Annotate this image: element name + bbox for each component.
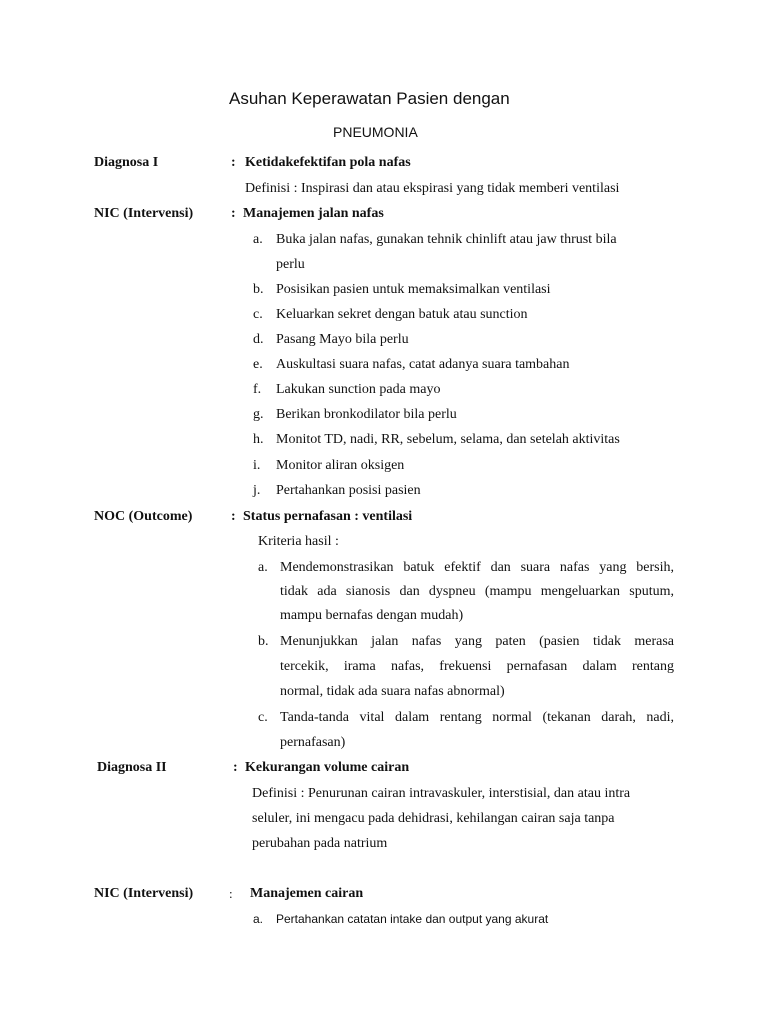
list-item-marker: h. xyxy=(253,432,264,447)
noc-1-label: NOC (Outcome) xyxy=(94,509,193,524)
list-item-marker: g. xyxy=(253,407,264,422)
diagnosis-1-colon: : xyxy=(231,155,236,170)
list-item-marker: c. xyxy=(258,710,268,725)
list-item-text: perlu xyxy=(276,257,305,272)
list-item-text: Mendemonstrasikan batuk efektif dan suara nafas yang bersih, xyxy=(280,560,674,575)
list-item-text: Monitor aliran oksigen xyxy=(276,458,405,473)
list-item-text: Menunjukkan jalan nafas yang paten (pasien tidak merasa xyxy=(280,634,674,649)
list-item-marker: b. xyxy=(258,634,269,649)
list-item-text: Lakukan sunction pada mayo xyxy=(276,382,441,397)
list-item-marker: a. xyxy=(258,560,268,575)
list-item-text: normal, tidak ada suara nafas abnormal) xyxy=(280,684,505,699)
list-item-text: Auskultasi suara nafas, catat adanya suara tambahan xyxy=(276,357,570,372)
list-item-text: Tanda-tanda vital dalam rentang normal (tekanan darah, nadi, xyxy=(280,710,674,725)
diagnosis-2-definition: seluler, ini mengacu pada dehidrasi, kehilangan cairan saja tanpa xyxy=(252,811,615,826)
nic-1-colon: : xyxy=(231,206,236,221)
list-item-marker: a. xyxy=(253,232,263,247)
list-item-text: Pasang Mayo bila perlu xyxy=(276,332,409,347)
diagnosis-2-definition: Definisi : Penurunan cairan intravaskuler, interstisial, dan atau intra xyxy=(252,786,631,801)
noc-1-heading: Status pernafasan : ventilasi xyxy=(243,509,413,524)
list-item-text: tercekik, irama nafas, frekuensi pernafasan dalam rentang xyxy=(280,659,674,674)
list-item-marker: j. xyxy=(253,483,261,498)
list-item-text: mampu bernafas dengan mudah) xyxy=(280,608,464,623)
diagnosis-1-label: Diagnosa I xyxy=(94,155,159,170)
list-item-text: Pertahankan posisi pasien xyxy=(276,483,421,498)
document-title: Asuhan Keperawatan Pasien dengan xyxy=(229,89,510,108)
list-item-text: Posisikan pasien untuk memaksimalkan ventilasi xyxy=(276,282,551,297)
diagnosis-2-heading: Kekurangan volume cairan xyxy=(245,760,410,775)
nic-1-heading: Manajemen jalan nafas xyxy=(243,206,384,221)
list-item-text: tidak ada sianosis dan dyspneu (mampu mengeluarkan sputum, xyxy=(280,584,674,599)
list-item-text: Pertahankan catatan intake dan output yang akurat xyxy=(276,912,549,926)
list-item-text: Buka jalan nafas, gunakan tehnik chinlift atau jaw thrust bila xyxy=(276,232,617,247)
list-item-marker: b. xyxy=(253,282,264,297)
list-item-marker: c. xyxy=(253,307,263,322)
diagnosis-2-label: Diagnosa II xyxy=(97,760,167,775)
nic-2-heading: Manajemen cairan xyxy=(250,886,364,901)
diagnosis-1-definition: Definisi : Inspirasi dan atau ekspirasi yang tidak memberi ventilasi xyxy=(245,181,620,196)
noc-1-colon: : xyxy=(231,509,236,524)
diagnosis-2-colon: : xyxy=(233,760,238,775)
list-item-text: Monitot TD, nadi, RR, sebelum, selama, dan setelah aktivitas xyxy=(276,432,620,447)
list-item-marker: e. xyxy=(253,357,263,372)
nic-1-label: NIC (Intervensi) xyxy=(94,206,194,221)
list-item-marker: f. xyxy=(253,382,262,397)
nic-2-colon: : xyxy=(229,886,233,901)
list-item-marker: d. xyxy=(253,332,264,347)
document-subtitle: PNEUMONIA xyxy=(333,124,418,140)
list-item-text: Keluarkan sekret dengan batuk atau sunction xyxy=(276,307,528,322)
diagnosis-1-heading: Ketidakefektifan pola nafas xyxy=(245,155,411,170)
list-item-text: Berikan bronkodilator bila perlu xyxy=(276,407,457,422)
list-item-text: pernafasan) xyxy=(280,735,346,750)
list-item-marker: a. xyxy=(253,912,264,926)
list-item-marker: i. xyxy=(253,458,261,473)
criteria-label: Kriteria hasil : xyxy=(258,534,339,549)
nic-2-label: NIC (Intervensi) xyxy=(94,886,194,901)
diagnosis-2-definition: perubahan pada natrium xyxy=(252,836,388,851)
